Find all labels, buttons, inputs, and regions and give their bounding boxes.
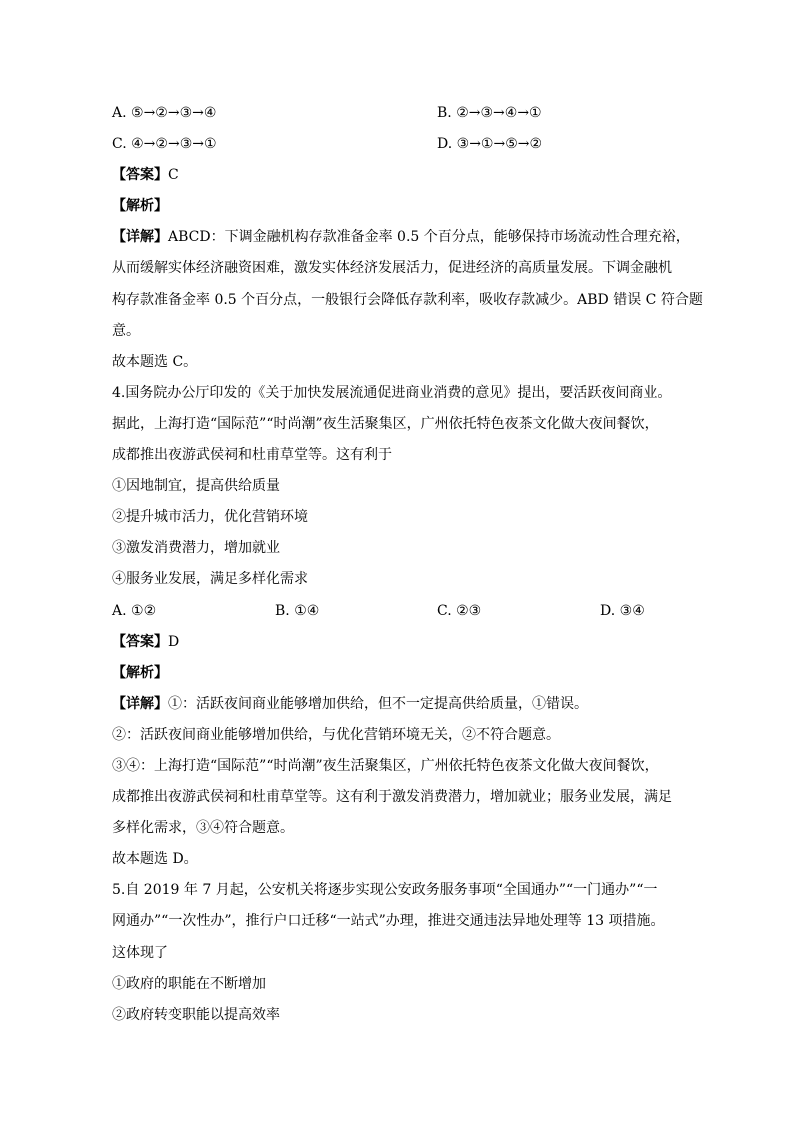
q4-detail-line-1: 【详解】①：活跃夜间商业能够增加供给，但不一定提高供给质量，①错误。 [112,695,588,712]
q4-detail-line-3: ③④：上海打造“国际范”“时尚潮”夜生活聚集区，广州依托特色夜茶文化做大夜间餐饮， [112,757,659,774]
q4-statement-2: ②提升城市活力，优化营销环境 [112,509,308,526]
q5-stem-line-3: 这体现了 [112,944,168,961]
q3-option-a: A. ⑤→②→③→④ [112,105,217,121]
q5-statement-1: ①政府的职能在不断增加 [112,975,266,992]
q4-stem-line-1: 4.国务院办公厅印发的《关于加快发展流通促进商业消费的意见》提出，要活跃夜间商业。 [112,384,672,401]
q4-statement-3: ③激发消费潜力，增加就业 [112,540,280,557]
q4-option-a: A. ①② [112,602,157,619]
q3-detail-line-1: 【详解】ABCD：下调金融机构存款准备金率 0.5 个百分点，能够保持市场流动性合理充裕， [112,229,690,246]
document-content [112,100,703,1033]
q4-detail-line-4: 成都推出夜游武侯祠和杜甫草堂等。这有利于激发消费潜力，增加就业；服务业发展，满足 [112,789,672,806]
q4-options-row [112,598,682,629]
q4-option-c: C. ②③ [437,602,482,619]
q4-detail-line-5: 多样化需求，③④符合题意。 [112,820,294,837]
q4-statement-1: ①因地制宜，提高供给质量 [112,478,280,495]
q4-detail-line-2: ②：活跃夜间商业能够增加供给，与优化营销环境无关，②不符合题意。 [112,726,560,743]
q3-detail-line-4: 意。 [112,322,140,339]
q5-stem-line-1: 5.自 2019 年 7 月起，公安机关将逐步实现公安政务服务事项“全国通办”“一门通办”“一 [112,882,658,899]
q4-analysis-heading: 【解析】 [112,664,168,681]
q3-option-c: C. ④→②→③→① [112,136,217,153]
q4-stem-line-3: 成都推出夜游武侯祠和杜甫草堂等。这有利于 [112,447,392,464]
q3-option-b: B. ②→③→④→① [437,105,542,121]
q4-option-b: B. ①④ [275,602,320,619]
q4-answer: 【答案】D [112,633,180,650]
q4-option-d: D. ③④ [600,602,645,619]
q3-options-row-2 [112,131,682,162]
q3-conclusion: 故本题选 C。 [112,353,198,370]
q3-answer: 【答案】C [112,167,179,184]
q4-statement-4: ④服务业发展，满足多样化需求 [112,571,308,588]
q3-detail-line-2: 从而缓解实体经济融资困难，激发实体经济发展活力，促进经济的高质量发展。下调金融机 [112,260,672,277]
q3-option-d: D. ③→①→⑤→② [437,136,543,153]
q5-statement-2: ②政府转变职能以提高效率 [112,1006,280,1023]
q5-stem-line-2: 网通办”“一次性办”，推行户口迁移“一站式”办理，推进交通违法异地处理等 13 项措施。 [112,913,665,930]
q4-stem-line-2: 据此，上海打造“国际范”“时尚潮”夜生活聚集区，广州依托特色夜茶文化做大夜间餐饮， [112,415,659,432]
q3-detail-line-3: 构存款准备金率 0.5 个百分点，一般银行会降低存款利率，吸收存款减少。ABD 错误 C 符合题 [112,291,703,308]
q3-analysis-heading: 【解析】 [112,198,168,215]
q4-conclusion: 故本题选 D。 [112,851,198,868]
q3-options-row-1 [112,100,682,131]
